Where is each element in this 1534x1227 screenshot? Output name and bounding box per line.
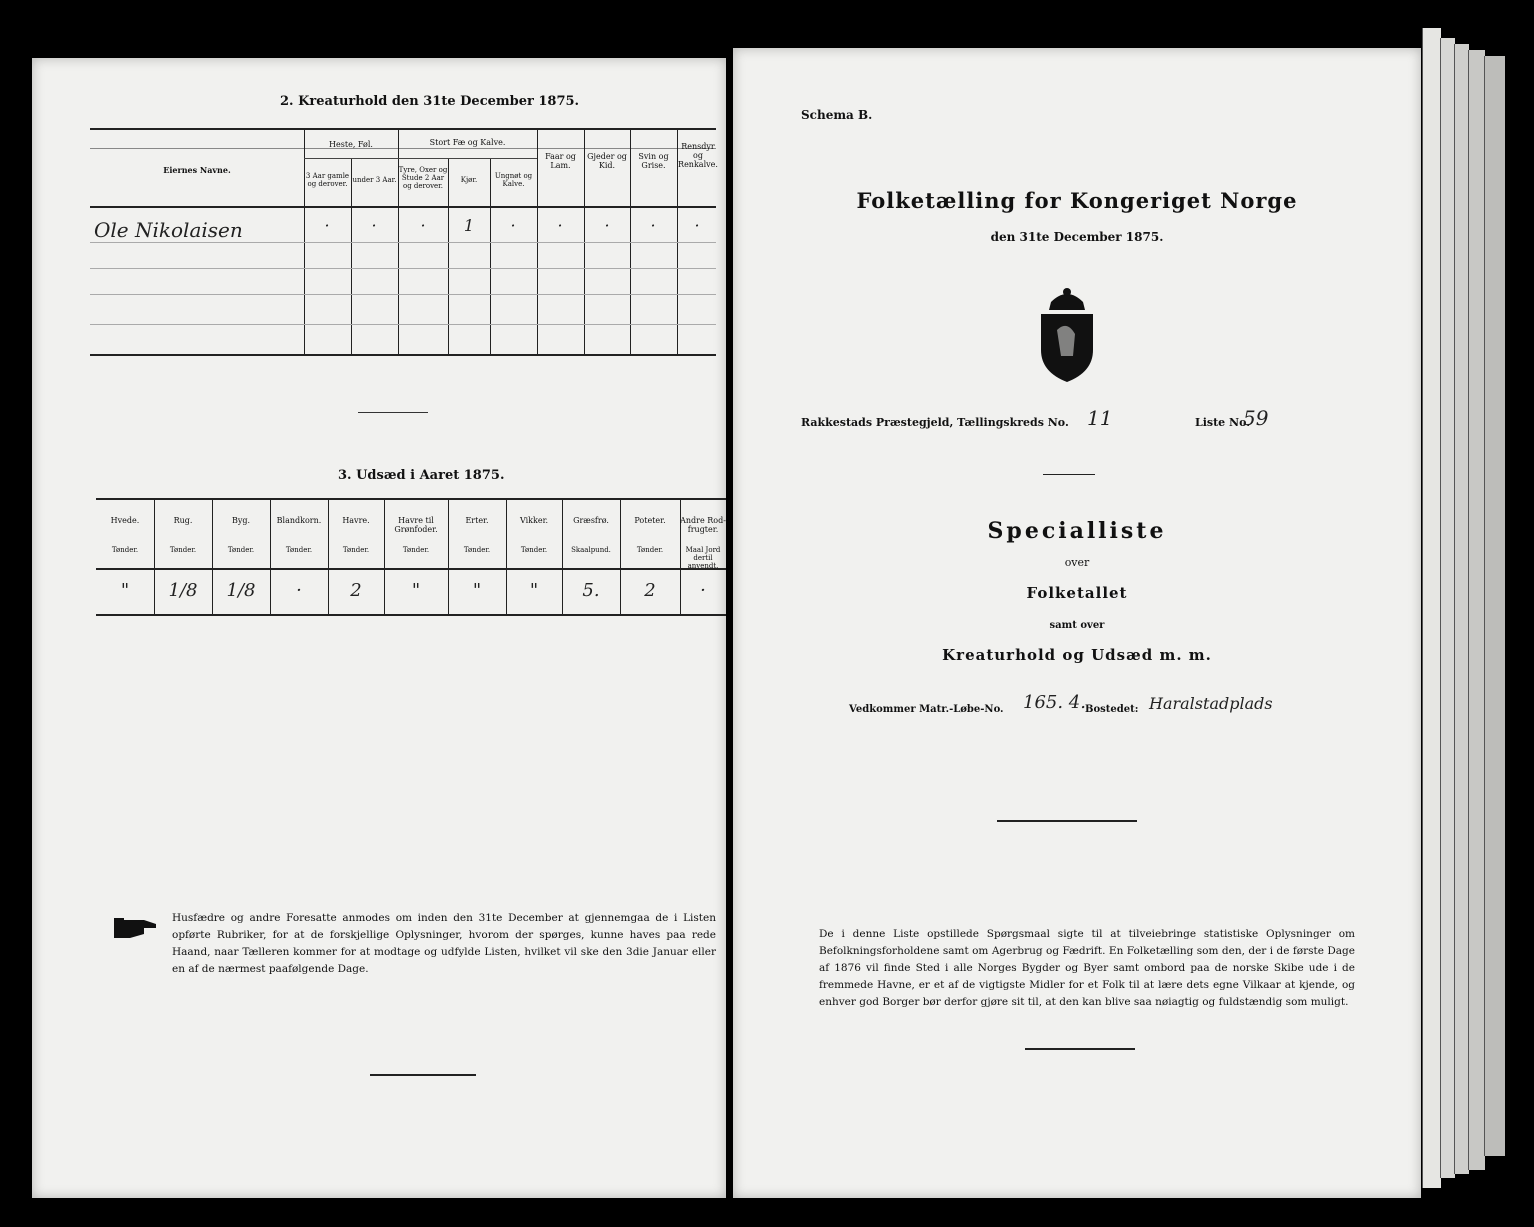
matr-value: 165. 4. xyxy=(1023,692,1086,713)
samt-over-label: samt over xyxy=(1049,620,1105,631)
sowing-value: " xyxy=(472,580,482,601)
col-reindeer: Rensdyr og Renkalve. xyxy=(678,142,718,169)
district-number: 11 xyxy=(1087,406,1113,430)
pointing-hand-icon xyxy=(114,914,158,942)
sowing-col-name: Havre til Grønfoder. xyxy=(394,516,438,534)
col-goats: Gjeder og Kid. xyxy=(587,152,627,170)
sowing-value: 2 xyxy=(644,580,656,601)
col-pigs: Svin og Grise. xyxy=(638,152,669,170)
sowing-col-unit: Tønder. xyxy=(111,546,139,554)
owner-name: Ole Nikolaisen xyxy=(94,218,243,242)
col-horses-header: Heste, Føl. xyxy=(329,140,373,149)
sowing-col-unit: Tønder. xyxy=(285,546,313,554)
sowing-value: " xyxy=(411,580,421,601)
livestock-value: · xyxy=(694,216,700,235)
sowing-col-name: Blandkorn. xyxy=(276,516,322,525)
notice-text: Husfædre og andre Foresatte anmodes om inden den 31te December at gjennemgaa de i Listen opførte Rubriker, for at de forskjellige Oplysninger, hvorom der spørges, kunne haves paa rede Haand, naar Tælleren kommer for at modtage og udfylde Listen, hvilket vil ske den 3die Januar eller en af de nærmest paafølgende Dage. xyxy=(172,912,716,975)
col-young-cattle: Ungnøt og Kalve. xyxy=(494,172,533,188)
sowing-col-unit: Tønder. xyxy=(520,546,548,554)
sowing-col-unit: Tønder. xyxy=(463,546,491,554)
footer-text: De i denne Liste opstillede Spørgsmaal sigte til at tilveiebringe statistiske Oplysninger om Befolkningsforholdene samt om Agerbrug og Fædrift. En Folketælling som den, der i de første Dage af 1876 vil finde Sted i alle Norges Bygder og Byer samt ombord paa de norske Skibe ude i de fremmede Havne, er et af de vigtigste Midler for et Folk til at lære dets egne Vilkaar at kjende, og enhver god Borger bør derfor gjøre sit til, at den kan blive saa nøiagtig og fuldstændig som muligt. xyxy=(819,928,1355,1008)
list-number: 59 xyxy=(1243,406,1269,430)
main-date: den 31te December 1875. xyxy=(990,230,1164,244)
livestock-value: · xyxy=(650,216,656,235)
sowing-col-unit: Tønder. xyxy=(169,546,197,554)
matr-label: Vedkommer Matr.-Løbe-No. xyxy=(849,704,1004,715)
livestock-value: · xyxy=(371,216,377,235)
main-title: Folketælling for Kongeriget Norge xyxy=(856,188,1298,213)
sowing-col-unit: Tønder. xyxy=(402,546,430,554)
col-horses-under3: under 3 Aar. xyxy=(352,176,397,184)
livestock-value: · xyxy=(604,216,610,235)
sowing-col-unit: Skaalpund. xyxy=(571,546,611,554)
sowing-value: · xyxy=(296,580,302,601)
sowing-col-name: Rug. xyxy=(173,516,193,525)
col-sheep: Faar og Lam. xyxy=(545,152,576,170)
col-horses-3plus: 3 Aar gamle og derover. xyxy=(305,172,350,188)
livestock-value: · xyxy=(324,216,330,235)
kreaturhold-heading: Kreaturhold og Udsæd m. m. xyxy=(942,646,1212,664)
sowing-col-name: Erter. xyxy=(465,516,489,525)
sowing-col-name: Andre Rod-frugter. xyxy=(680,516,726,534)
sowing-col-unit: Tønder. xyxy=(342,546,370,554)
col-cows: Kjør. xyxy=(460,176,478,184)
sowing-col-name: Vikker. xyxy=(519,516,549,525)
col-bulls: Tyre, Oxer og Stude 2 Aar og derover. xyxy=(398,166,448,190)
over-label: over xyxy=(1064,556,1090,569)
sowing-value: · xyxy=(700,580,706,601)
sowing-col-name: Poteter. xyxy=(634,516,666,525)
sowing-col-unit: Tønder. xyxy=(227,546,255,554)
sowing-value: " xyxy=(120,580,130,601)
sowing-value: 1/8 xyxy=(168,580,198,601)
livestock-value: · xyxy=(420,216,426,235)
sowing-col-unit: Tønder. xyxy=(636,546,664,554)
sowing-value: 5. xyxy=(582,580,600,601)
right-page xyxy=(733,48,1421,1198)
left-page xyxy=(32,58,726,1198)
sowing-value: " xyxy=(529,580,539,601)
parish-label: Rakkestads Præstegjeld, Tællingskreds No. xyxy=(801,416,1069,429)
sowing-col-unit: Maal Jord dertil anvendt. xyxy=(685,546,721,570)
livestock-value: · xyxy=(557,216,563,235)
schema-label: Schema B. xyxy=(801,108,873,122)
col-owner-header: Eiernes Navne. xyxy=(163,165,231,175)
section3-title: 3. Udsæd i Aaret 1875. xyxy=(338,468,505,483)
livestock-value: · xyxy=(510,216,516,235)
folketallet-heading: Folketallet xyxy=(1026,584,1128,602)
sowing-col-name: Byg. xyxy=(231,516,251,525)
sowing-col-name: Græsfrø. xyxy=(573,516,609,525)
list-label: Liste No. xyxy=(1195,416,1251,429)
col-cattle-header: Stort Fæ og Kalve. xyxy=(429,138,506,147)
place-value: Haralstadplads xyxy=(1149,694,1273,713)
livestock-value: 1 xyxy=(463,216,475,235)
norway-coat-of-arms-icon xyxy=(1029,284,1105,384)
sowing-col-name: Havre. xyxy=(342,516,370,525)
section2-title: 2. Kreaturhold den 31te December 1875. xyxy=(280,94,580,109)
sowing-col-name: Hvede. xyxy=(110,516,140,525)
sowing-value: 2 xyxy=(350,580,362,601)
place-label: Bostedet: xyxy=(1085,704,1139,715)
sowing-value: 1/8 xyxy=(226,580,256,601)
specialliste-heading: Specialliste xyxy=(987,518,1167,544)
